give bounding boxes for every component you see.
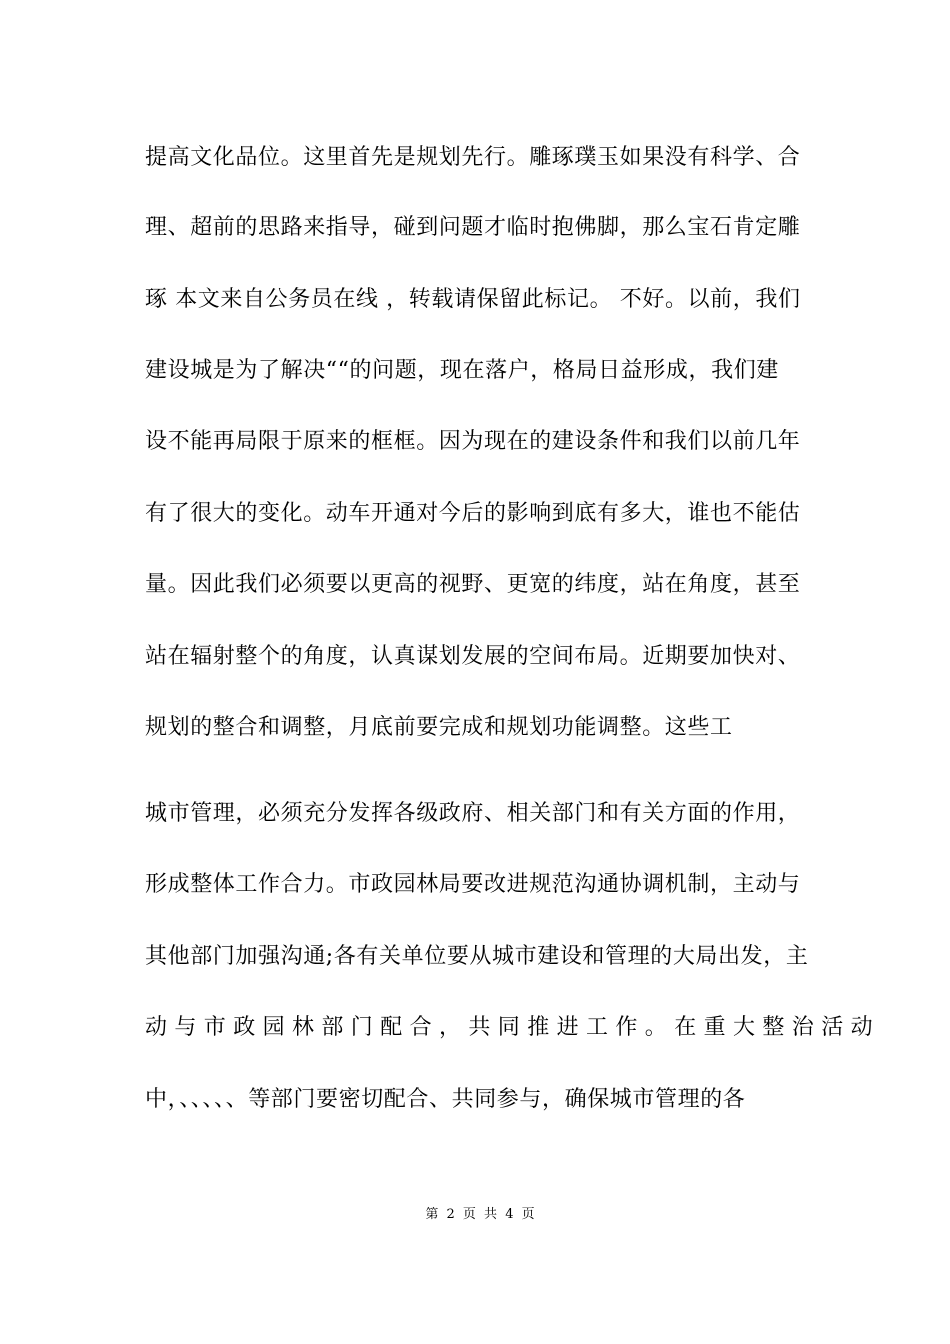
text-line-12: 其他部门加强沟通;各有关单位要从城市建设和管理的大局出发，主 [145, 944, 809, 969]
text-line-2: 理、超前的思路来指导，碰到问题才临时抱佛脚，那么宝石肯定雕 [145, 215, 801, 240]
text-line-4: 建设城是为了解决““的问题，现在落户，格局日益形成，我们建 [145, 358, 779, 383]
text-line-11: 形成整体工作合力。市政园林局要改进规范沟通协调机制，主动与 [145, 872, 801, 897]
text-line-3: 琢 本文来自公务员在线 ，转载请保留此标记。 不好。以前，我们 [145, 287, 801, 312]
text-line-1: 提高文化品位。这里首先是规划先行。雕琢璞玉如果没有科学、合 [145, 145, 801, 170]
page-number-footer: 第 2 页 共 4 页 [425, 1207, 537, 1222]
text-line-5: 设不能再局限于原来的框框。因为现在的建设条件和我们以前几年 [145, 429, 801, 454]
text-line-7: 量。因此我们必须要以更高的视野、更宽的纬度，站在角度，甚至 [145, 572, 801, 597]
text-line-8: 站在辐射整个的角度，认真谋划发展的空间布局。近期要加快对、 [145, 644, 801, 669]
text-line-9: 规划的整合和调整，月底前要完成和规划功能调整。这些工 [145, 715, 733, 740]
text-line-6: 有了很大的变化。动车开通对今后的影响到底有多大，谁也不能估 [145, 501, 801, 526]
text-line-10: 城市管理，必须充分发挥各级政府、相关部门和有关方面的作用， [145, 801, 801, 826]
text-line-14: 中，、、、、、等部门要密切配合、共同参与，确保城市管理的各 [145, 1087, 746, 1112]
text-line-13: 动与市政园林部门配合，共同推进工作。在重大整治活动 [145, 1015, 881, 1040]
